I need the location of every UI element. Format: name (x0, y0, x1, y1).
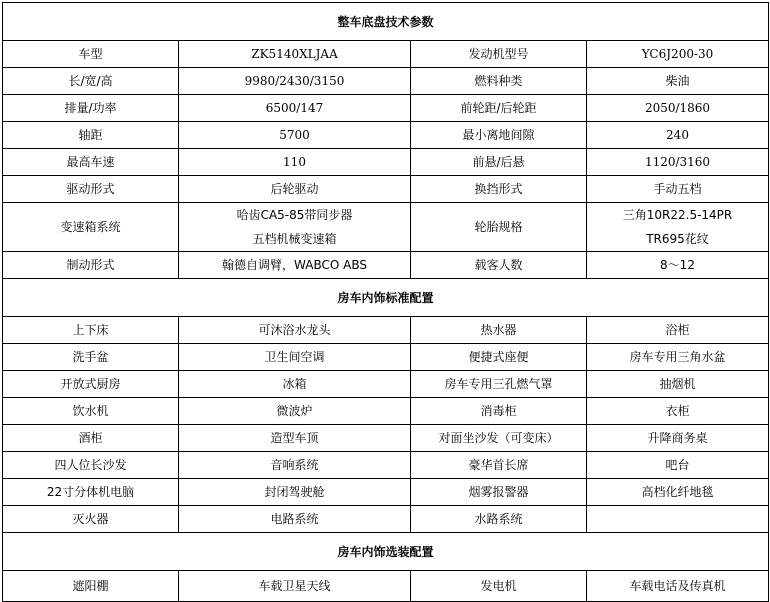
chassis-section-title: 整车底盘技术参数 (3, 3, 769, 41)
config-item: 房车专用三孔燃气罩 (411, 371, 587, 398)
config-item: 微波炉 (179, 398, 411, 425)
spec-label: 前悬/后悬 (411, 149, 587, 176)
spec-sheet (2, 2, 768, 598)
config-item: 衣柜 (587, 398, 769, 425)
config-item: 洗手盆 (3, 344, 179, 371)
spec-label: 制动形式 (3, 252, 179, 279)
config-item: 对面坐沙发（可变床） (411, 425, 587, 452)
config-item: 消毒柜 (411, 398, 587, 425)
config-item: 豪华首长席 (411, 452, 587, 479)
spec-label: 前轮距/后轮距 (411, 95, 587, 122)
config-item: 电路系统 (179, 506, 411, 533)
spec-label: 长/宽/高 (3, 68, 179, 95)
spec-label: 换挡形式 (411, 176, 587, 203)
table-row (3, 203, 769, 252)
spec-label: 最高车速 (3, 149, 179, 176)
table-row (3, 68, 769, 95)
gearbox-line-1: 哈齿CA5-85带同步器 (236, 208, 353, 222)
spec-label: 排量/功率 (3, 95, 179, 122)
spec-label: 轴距 (3, 122, 179, 149)
spec-value: 110 (179, 149, 411, 176)
table-row (3, 41, 769, 68)
table-row (3, 122, 769, 149)
gearbox-line-2: 五档机械变速箱 (252, 232, 337, 246)
tire-line-1: 三角10R22.5-14PR (622, 208, 733, 222)
config-item: 浴柜 (587, 317, 769, 344)
spec-label: 最小离地间隙 (411, 122, 587, 149)
config-item: 开放式厨房 (3, 371, 179, 398)
spec-label: 轮胎规格 (411, 203, 587, 252)
spec-value: 柴油 (587, 68, 769, 95)
config-item: 房车专用三角水盆 (587, 344, 769, 371)
config-item: 抽烟机 (587, 371, 769, 398)
config-item: 便捷式座便 (411, 344, 587, 371)
spec-value: YC6J200-30 (587, 41, 769, 68)
config-item: 可沐浴水龙头 (179, 317, 411, 344)
config-item (587, 506, 769, 533)
table-row (3, 176, 769, 203)
table-row (3, 95, 769, 122)
config-item: 灭火器 (3, 506, 179, 533)
config-item: 发电机 (411, 571, 587, 602)
config-item: 水路系统 (411, 506, 587, 533)
config-item: 卫生间空调 (179, 344, 411, 371)
config-item: 热水器 (411, 317, 587, 344)
spec-value: 8～12 (587, 252, 769, 279)
config-item: 高档化纤地毯 (587, 479, 769, 506)
config-item: 饮水机 (3, 398, 179, 425)
spec-value: 5700 (179, 122, 411, 149)
table-row (3, 506, 769, 533)
spec-value (179, 203, 411, 252)
config-item: 升降商务桌 (587, 425, 769, 452)
spec-value: 手动五档 (587, 176, 769, 203)
config-item: 冰箱 (179, 371, 411, 398)
spec-value: 后轮驱动 (179, 176, 411, 203)
spec-label: 燃料种类 (411, 68, 587, 95)
spec-value: 2050/1860 (587, 95, 769, 122)
table-row (3, 571, 769, 602)
config-item: 造型车顶 (179, 425, 411, 452)
table-row (3, 452, 769, 479)
spec-value: ZK5140XLJAA (179, 41, 411, 68)
spec-value: 240 (587, 122, 769, 149)
table-row (3, 252, 769, 279)
config-item: 音响系统 (179, 452, 411, 479)
spec-value: 6500/147 (179, 95, 411, 122)
spec-label: 载客人数 (411, 252, 587, 279)
tire-line-2: TR695花纹 (646, 232, 709, 246)
table-row (3, 317, 769, 344)
config-item: 车载电话及传真机 (587, 571, 769, 602)
config-item: 上下床 (3, 317, 179, 344)
table-row (3, 425, 769, 452)
config-item: 吧台 (587, 452, 769, 479)
config-item: 车载卫星天线 (179, 571, 411, 602)
config-item: 遮阳棚 (3, 571, 179, 602)
config-item: 22寸分体机电脑 (3, 479, 179, 506)
spec-label: 驱动形式 (3, 176, 179, 203)
optional-section-title: 房车内饰选装配置 (3, 533, 769, 571)
config-item: 封闭驾驶舱 (179, 479, 411, 506)
spec-value (587, 203, 769, 252)
spec-label: 变速箱系统 (3, 203, 179, 252)
table-row (3, 398, 769, 425)
spec-value: 翰德自调臂，WABCO ABS (179, 252, 411, 279)
table-row (3, 479, 769, 506)
spec-table (2, 2, 769, 602)
standard-section-title: 房车内饰标准配置 (3, 279, 769, 317)
table-row (3, 371, 769, 398)
config-item: 四人位长沙发 (3, 452, 179, 479)
config-item: 烟雾报警器 (411, 479, 587, 506)
spec-value: 1120/3160 (587, 149, 769, 176)
spec-label: 发动机型号 (411, 41, 587, 68)
table-row (3, 149, 769, 176)
spec-label: 车型 (3, 41, 179, 68)
spec-value: 9980/2430/3150 (179, 68, 411, 95)
table-row (3, 344, 769, 371)
config-item: 酒柜 (3, 425, 179, 452)
